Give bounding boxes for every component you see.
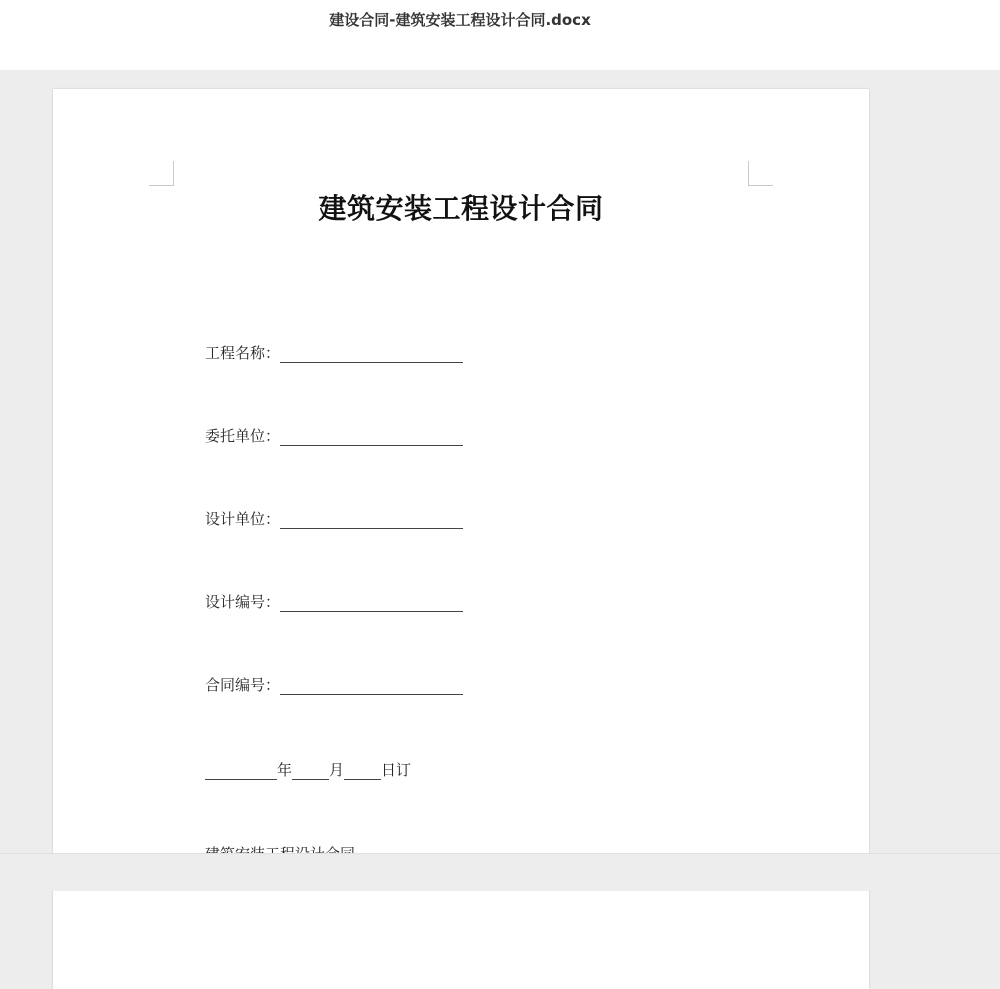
margin-corner-top-left	[149, 161, 174, 186]
field-contract-number	[205, 674, 463, 695]
field-label: 设计单位：	[205, 510, 281, 528]
field-label: 设计编号：	[205, 593, 281, 611]
document-viewport[interactable]	[0, 70, 1000, 853]
day-label: 日订	[381, 761, 412, 779]
field-design-unit	[205, 508, 463, 529]
fill-blank	[280, 594, 463, 612]
fill-blank	[280, 345, 463, 363]
signing-date-line	[205, 759, 411, 780]
year-label: 年	[277, 761, 293, 779]
field-label: 合同编号：	[205, 676, 281, 694]
fill-blank	[280, 511, 463, 529]
title-bar	[0, 0, 1000, 70]
field-project-name	[205, 342, 463, 363]
day-blank	[344, 762, 381, 780]
fill-blank	[280, 677, 463, 695]
field-label: 工程名称：	[205, 344, 281, 362]
field-label: 委托单位：	[205, 427, 281, 445]
margin-corner-top-right	[748, 161, 773, 186]
field-design-number	[205, 591, 463, 612]
fill-blank	[280, 428, 463, 446]
document-filename: 建设合同-建筑安装工程设计合同.docx	[329, 11, 591, 29]
contract-heading: 建筑安装工程设计合同	[318, 192, 604, 225]
month-label: 月	[329, 761, 345, 779]
field-client	[205, 425, 463, 446]
bottom-bar	[0, 853, 1000, 891]
year-blank	[205, 762, 277, 780]
month-blank	[292, 762, 329, 780]
